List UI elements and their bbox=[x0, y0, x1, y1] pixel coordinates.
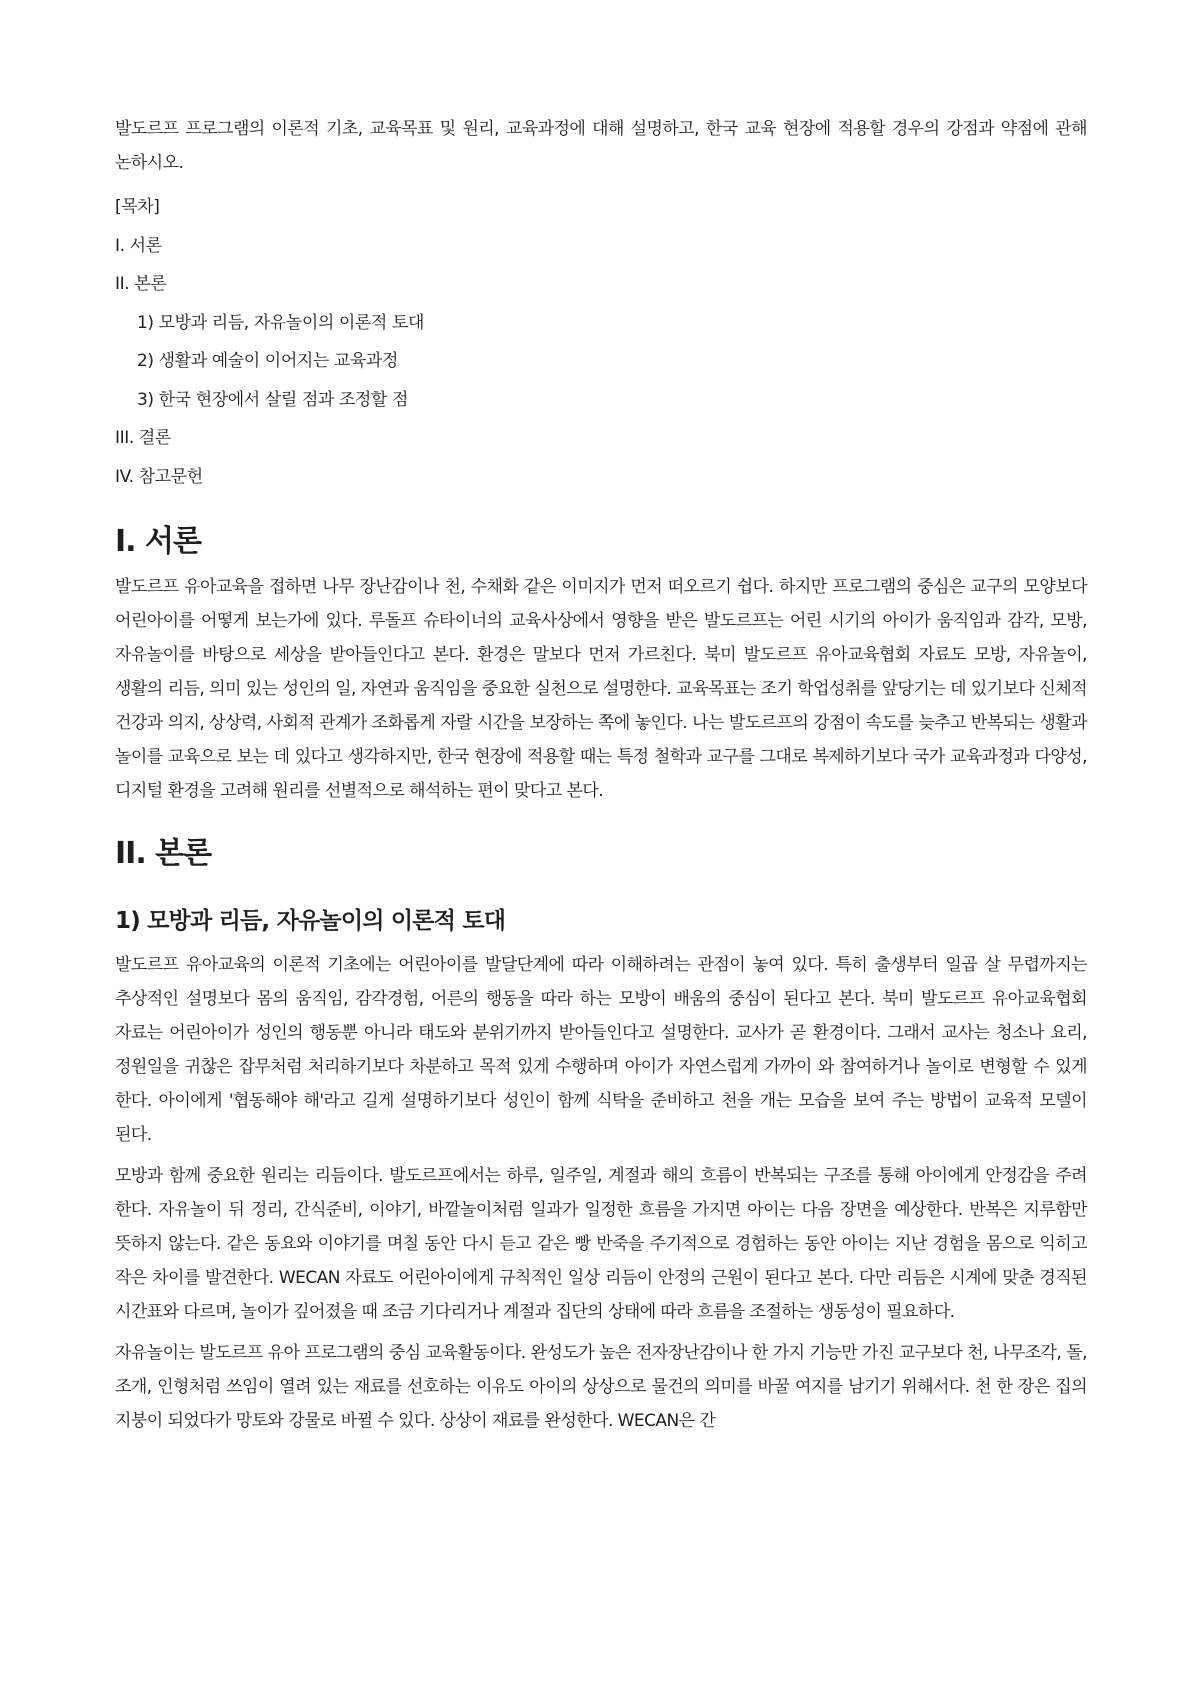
document-page bbox=[115, 112, 1087, 1445]
assignment-prompt: 발도르프 프로그램의 이론적 기초, 교육목표 및 원리, 교육과정에 대해 설명하고, 한국 교육 현장에 적용할 경우의 강점과 약점에 관해 논하시오. bbox=[115, 119, 1087, 173]
body-paragraph-2: 모방과 함께 중요한 원리는 리듬이다. 발도르프에서는 하루, 일주일, 계절과 해의 흐름이 반복되는 구조를 통해 아이에게 안정감을 주려 한다. 자유놀이 뒤 정리, 간식준비, 이야기, 바깥놀이처럼 일과가 일정한 흐름을 가지면 아이는 다음 장면을 예상한다. 반복은 지루함만 뜻하지 않는다. 같은 동요와 이야기를 며칠 동안 다시 듣고 같은 빵 반죽을 주기적으로 경험하는 동안 아이는 지난 경험을 몸으로 익히고 작은 차이를 발견한다. WECAN 자료도 어린아이에게 규칙적인 일상 리듬이 안정의 근원이 된다고 본다. 다만 리듬은 시계에 맞춘 경직된 시간표와 다르며, 놀이가 깊어졌을 때 조금 기다리거나 계절과 집단의 상태에 따라 흐름을 조절하는 생동성이 필요하다. bbox=[115, 1166, 1087, 1322]
intro-paragraph: 발도르프 유아교육을 접하면 나무 장난감이나 천, 수채화 같은 이미지가 먼저 떠오르기 쉽다. 하지만 프로그램의 중심은 교구의 모양보다 어린아이를 어떻게 보는가에 있다. 루돌프 슈타이너의 교육사상에서 영향을 받은 발도르프는 어린 시기의 아이가 움직임과 감각, 모방, 자유놀이를 바탕으로 세상을 받아들인다고 본다. 환경은 말보다 먼저 가르친다. 북미 발도르프 유아교육협회 자료도 모방, 자유놀이, 생활의 리듬, 의미 있는 성인의 일, 자연과 움직임을 중요한 실천으로 설명한다. 교육목표는 조기 학업성취를 앞당기는 데 있기보다 신체적 건강과 의지, 상상력, 사회적 관계가 조화롭게 자랄 시간을 보장하는 쪽에 놓인다. 나는 발도르프의 강점이 속도를 늦추고 반복되는 생활과 놀이를 교육으로 보는 데 있다고 생각하지만, 한국 현장에 적용할 때는 특정 철학과 교구를 그대로 복제하기보다 국가 교육과정과 다양성, 디지털 환경을 고려해 원리를 선별적으로 해석하는 편이 맞다고 본다. bbox=[115, 577, 1087, 801]
toc-item-intro: I. 서론 bbox=[115, 235, 162, 256]
section-heading-body: II. 본론 bbox=[115, 836, 212, 871]
section-heading-intro: I. 서론 bbox=[115, 524, 201, 559]
toc-heading: [목차] bbox=[115, 197, 160, 217]
body-paragraph-3: 자유놀이는 발도르프 유아 프로그램의 중심 교육활동이다. 완성도가 높은 전자장난감이나 한 가지 기능만 가진 교구보다 천, 나무조각, 돌, 조개, 인형처럼 쓰임이 열려 있는 재료를 선호하는 이유도 아이의 상상으로 물건의 의미를 바꿀 여지를 남기기 위해서다. 천 한 장은 집의 지붕이 되었다가 망토와 강물로 바뀔 수 있다. 상상이 재료를 완성한다. WECAN은 간 bbox=[115, 1343, 1087, 1431]
body-paragraph-1: 발도르프 유아교육의 이론적 기초에는 어린아이를 발달단계에 따라 이해하려는 관점이 놓여 있다. 특히 출생부터 일곱 살 무렵까지는 추상적인 설명보다 몸의 움직임, 감각경험, 어른의 행동을 따라 하는 모방이 배움의 중심이 된다고 본다. 북미 발도르프 유아교육협회 자료는 어린아이가 성인의 행동뿐 아니라 태도와 분위기까지 받아들인다고 설명한다. 교사가 곧 환경이다. 그래서 교사는 청소나 요리, 정원일을 귀찮은 잡무처럼 처리하기보다 차분하고 목적 있게 수행하며 아이가 자연스럽게 가까이 와 참여하거나 놀이로 변형할 수 있게 한다. 아이에게 '협동해야 해'라고 길게 설명하기보다 성인이 함께 식탁을 준비하고 천을 개는 모습을 보여 주는 방법이 교육적 모델이 된다. bbox=[115, 955, 1087, 1145]
toc-item-body: II. 본론 bbox=[115, 274, 167, 294]
toc-item-body-2: 2) 생활과 예술이 이어지는 교육과정 bbox=[137, 351, 398, 371]
toc-item-body-1: 1) 모방과 리듬, 자유놀이의 이론적 토대 bbox=[137, 312, 425, 333]
subsection-heading-1: 1) 모방과 리듬, 자유놀이의 이론적 토대 bbox=[115, 908, 506, 934]
toc-item-body-3: 3) 한국 현장에서 살릴 점과 조정할 점 bbox=[137, 389, 408, 410]
table-of-contents bbox=[115, 188, 1087, 496]
toc-item-conclusion: III. 결론 bbox=[115, 428, 171, 448]
toc-item-references: IV. 참고문헌 bbox=[115, 466, 203, 487]
